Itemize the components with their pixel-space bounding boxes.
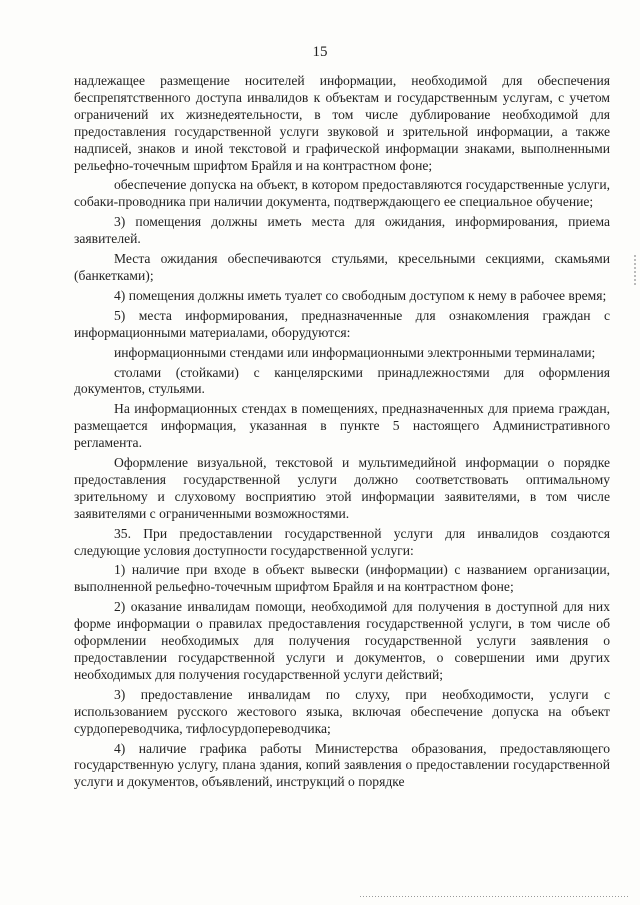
scan-bottom-line — [360, 896, 630, 897]
paragraph: информационными стендами или информационными электронными терминалами; — [114, 344, 596, 360]
paragraph: 35. При предоставлении государственной услуги для инвалидов создаются следующие условия доступности государственной услуги: — [74, 525, 610, 558]
paragraph: 5) места информирования, предназначенные для ознакомления граждан с информационными материалами, оборудуются: — [74, 307, 610, 340]
paragraph: 1) наличие при входе в объект вывески (информации) с названием организации, выполненной рельефно-точечным шрифтом Брайля и на контрастном фоне; — [74, 562, 610, 595]
paragraph: Оформление визуальной, текстовой и мультимедийной информации о порядке предоставления государственной услуги должно соответствовать оптимальному зрительному и слуховому восприятию этой информации заявителями, в том числе заявителями с ограниченными возможностями. — [74, 455, 610, 521]
paragraph: обеспечение допуска на объект, в котором предоставляются государственные услуги, собаки-проводника при наличии документа, подтверждающего ее специальное обучение; — [74, 177, 610, 210]
document-body — [74, 73, 610, 794]
paragraph: 4) помещения должны иметь туалет со свободным доступом к нему в рабочее время; — [114, 287, 607, 303]
paragraph: На информационных стендах в помещениях, предназначенных для приема граждан, размещается информация, указанная в пункте 5 настоящего Административного регламента. — [74, 401, 610, 451]
page-number: 15 — [312, 44, 328, 60]
paragraph: 3) помещения должны иметь места для ожидания, информирования, приема заявителей. — [74, 214, 610, 247]
paragraph: Места ожидания обеспечиваются стульями, кресельными секциями, скамьями (банкетками); — [74, 251, 610, 283]
paragraph: столами (стойками) с канцелярскими принадлежностями для оформления документов, стульями. — [74, 364, 610, 397]
paragraph: надлежащее размещение носителей информации, необходимой для обеспечения беспрепятственного доступа инвалидов к объектам и государственным услугам, с учетом ограничений их жизнедеятельности, в том числе дублирование необходимой для предоставления государственной услуги звуковой и зрительной информации, а также надписей, знаков и иной текстовой и графической информации знаками, выполненными рельефно-точечным шрифтом Брайля и на контрастном фоне; — [74, 73, 610, 173]
paragraph: 3) предоставление инвалидам по слуху, при необходимости, услуги с использованием русского жестового языка, включая обеспечение допуска на объект сурдопереводчика, тифлосурдопереводчика; — [74, 686, 610, 736]
paragraph: 2) оказание инвалидам помощи, необходимой для получения в доступной для них форме информации о правилах предоставления государственной услуги, в том числе об оформлении необходимых для получения государственной услуги заявления о предоставлении государственной услуги и документов, о совершении ими других необходимых для получения государственной услуги действий; — [74, 599, 610, 682]
scan-edge-mark — [634, 255, 636, 285]
paragraph: 4) наличие графика работы Министерства образования, предоставляющего государственную услугу, плана здания, копий заявления о предоставлении государственной услуги и документов, объявлений, инструкций о порядке — [74, 740, 610, 790]
